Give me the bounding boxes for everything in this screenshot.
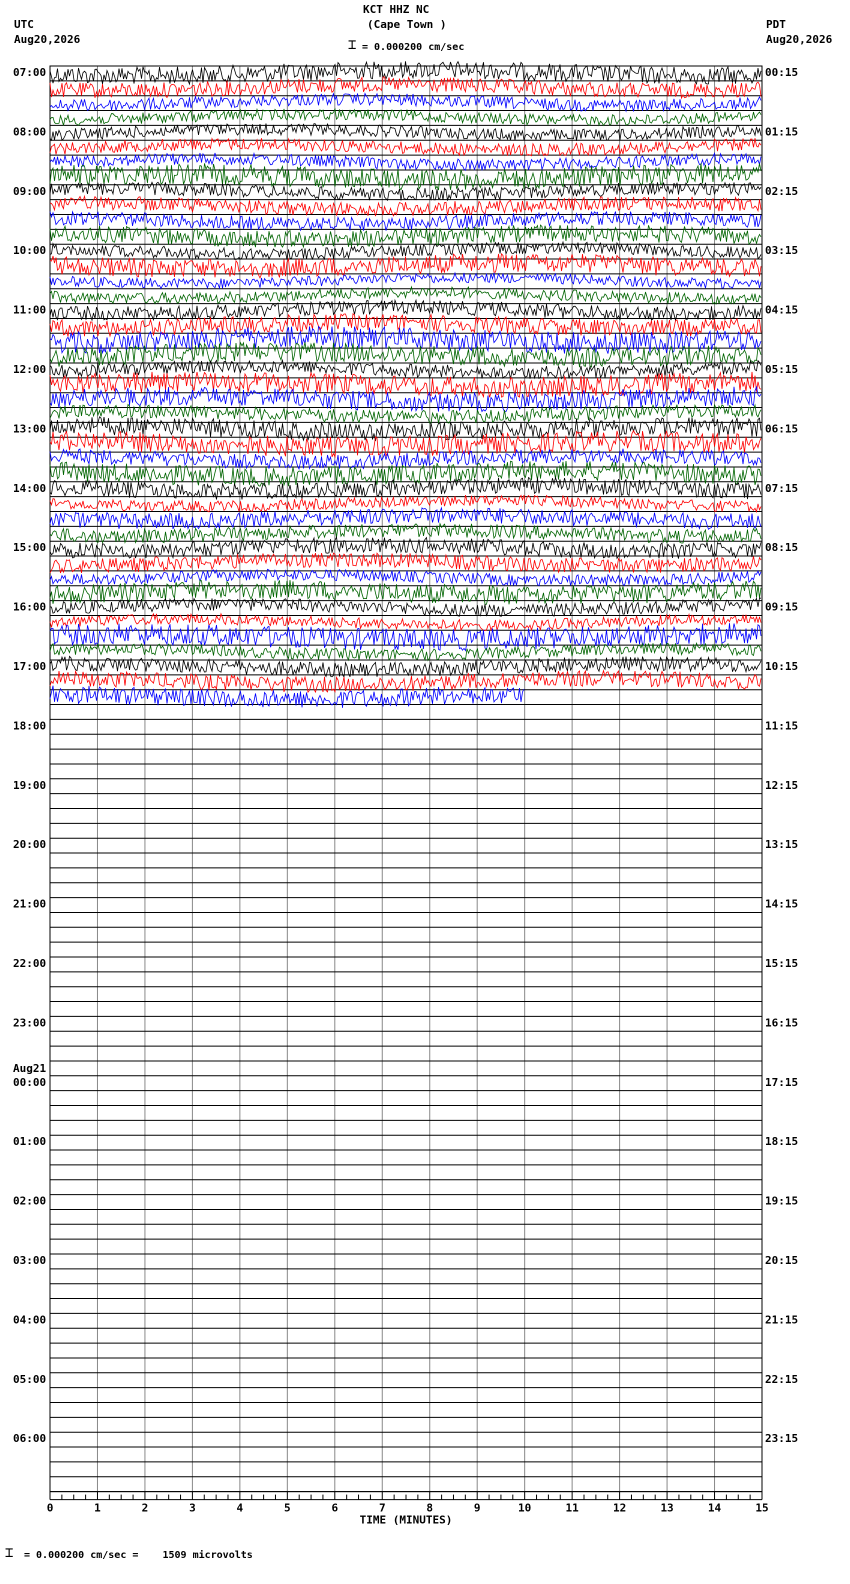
utc-hour-label: 01:00 bbox=[13, 1135, 47, 1149]
station-title: KCT HHZ NC bbox=[363, 3, 430, 16]
x-tick-label: 11 bbox=[565, 1501, 579, 1515]
x-axis-label: TIME (MINUTES) bbox=[359, 1513, 453, 1527]
utc-hour-label: 22:00 bbox=[13, 957, 47, 970]
pdt-hour-label: 07:15 bbox=[765, 481, 799, 495]
trace-row-29 bbox=[50, 495, 761, 512]
pdt-hour-label: 06:15 bbox=[765, 422, 799, 436]
utc-hour-label: 20:00 bbox=[13, 838, 47, 852]
x-tick-label: 1 bbox=[94, 1501, 101, 1515]
x-tick-label: 8 bbox=[426, 1501, 434, 1515]
pdt-hour-label: 21:15 bbox=[765, 1313, 799, 1327]
trace-row-3 bbox=[50, 109, 761, 126]
utc-hour-label: 14:00 bbox=[13, 481, 47, 495]
pdt-hour-label: 10:15 bbox=[765, 660, 799, 673]
pdt-hour-label: 14:15 bbox=[765, 897, 799, 911]
pdt-hour-label: 13:15 bbox=[765, 838, 799, 852]
utc-hour-label: 13:00 bbox=[13, 422, 47, 436]
utc-hour-label: 02:00 bbox=[13, 1194, 47, 1208]
pdt-hour-label: 09:15 bbox=[765, 600, 799, 614]
x-tick-label: 14 bbox=[707, 1501, 722, 1515]
utc-hour-label: 17:00 bbox=[13, 660, 47, 673]
scale-label: = 0.000200 cm/sec bbox=[362, 42, 465, 53]
footer-scale-note: = 0.000200 cm/sec = 1509 microvolts bbox=[24, 1550, 253, 1561]
x-tick-label: 2 bbox=[141, 1501, 149, 1515]
right-timezone: PDT bbox=[766, 18, 786, 31]
utc-hour-label: 11:00 bbox=[13, 303, 47, 317]
scale-bar-icon: ⌶ bbox=[348, 37, 357, 53]
x-tick-label: 4 bbox=[236, 1501, 244, 1515]
x-tick-label: 12 bbox=[612, 1501, 627, 1515]
utc-hour-label: 07:00 bbox=[13, 66, 47, 79]
utc-hour-label: 10:00 bbox=[13, 244, 47, 258]
pdt-hour-label: 20:15 bbox=[765, 1254, 799, 1267]
trace-row-41 bbox=[50, 671, 761, 693]
pdt-hour-label: 22:15 bbox=[765, 1372, 799, 1386]
pdt-hour-label: 08:15 bbox=[765, 541, 799, 555]
utc-hour-label: 08:00 bbox=[13, 125, 47, 139]
pdt-hour-label: 00:15 bbox=[765, 66, 799, 79]
x-tick-label: 0 bbox=[46, 1501, 54, 1515]
trace-row-38 bbox=[50, 623, 761, 651]
trace-row-15 bbox=[50, 287, 761, 304]
pdt-hour-label: 05:15 bbox=[765, 363, 799, 376]
utc-hour-label: 03:00 bbox=[13, 1254, 47, 1267]
trace-row-4 bbox=[50, 124, 761, 141]
x-tick-label: 7 bbox=[378, 1501, 386, 1515]
utc-hour-label: 23:00 bbox=[13, 1016, 47, 1030]
utc-hour-label: 18:00 bbox=[13, 719, 47, 733]
trace-row-32 bbox=[50, 537, 761, 558]
utc-hour-label: 09:00 bbox=[13, 184, 47, 198]
pdt-hour-label: 11:15 bbox=[765, 719, 799, 733]
trace-row-37 bbox=[50, 614, 761, 631]
trace-row-39 bbox=[50, 643, 761, 660]
pdt-hour-label: 16:15 bbox=[765, 1016, 799, 1030]
pdt-hour-label: 17:15 bbox=[765, 1075, 799, 1089]
footer-scale-icon: ⌶ bbox=[5, 1545, 14, 1561]
pdt-hour-label: 15:15 bbox=[765, 957, 799, 970]
pdt-hour-label: 02:15 bbox=[765, 184, 799, 198]
left-timezone: UTC bbox=[14, 18, 34, 31]
trace-row-40 bbox=[50, 656, 761, 676]
x-tick-label: 9 bbox=[473, 1501, 481, 1515]
trace-row-14 bbox=[50, 273, 761, 289]
x-tick-label: 3 bbox=[189, 1501, 196, 1515]
date-change-label: Aug21 bbox=[13, 1061, 47, 1075]
x-tick-label: 10 bbox=[518, 1501, 532, 1515]
location-title: (Cape Town ) bbox=[367, 18, 447, 31]
pdt-hour-label: 01:15 bbox=[765, 125, 799, 139]
utc-hour-label: 00:00 bbox=[13, 1075, 47, 1089]
x-tick-label: 13 bbox=[660, 1501, 674, 1515]
right-date: Aug20,2026 bbox=[766, 33, 833, 46]
utc-hour-label: 12:00 bbox=[13, 363, 47, 376]
utc-hour-label: 16:00 bbox=[13, 600, 47, 614]
x-tick-label: 5 bbox=[284, 1501, 291, 1515]
utc-hour-label: 05:00 bbox=[13, 1372, 47, 1386]
pdt-hour-label: 03:15 bbox=[765, 244, 799, 258]
trace-row-34 bbox=[50, 569, 761, 585]
left-date: Aug20,2026 bbox=[14, 33, 81, 46]
pdt-hour-label: 18:15 bbox=[765, 1135, 799, 1149]
x-tick-label: 6 bbox=[331, 1501, 339, 1515]
pdt-hour-label: 19:15 bbox=[765, 1194, 799, 1208]
utc-hour-label: 19:00 bbox=[13, 778, 47, 792]
utc-hour-label: 04:00 bbox=[13, 1313, 47, 1327]
utc-hour-label: 06:00 bbox=[13, 1432, 47, 1446]
pdt-hour-label: 04:15 bbox=[765, 303, 799, 317]
utc-hour-label: 21:00 bbox=[13, 897, 47, 911]
utc-hour-label: 15:00 bbox=[13, 541, 47, 555]
x-tick-label: 15 bbox=[755, 1501, 769, 1515]
trace-row-5 bbox=[50, 138, 761, 156]
pdt-hour-label: 12:15 bbox=[765, 778, 799, 792]
pdt-hour-label: 23:15 bbox=[765, 1432, 799, 1446]
